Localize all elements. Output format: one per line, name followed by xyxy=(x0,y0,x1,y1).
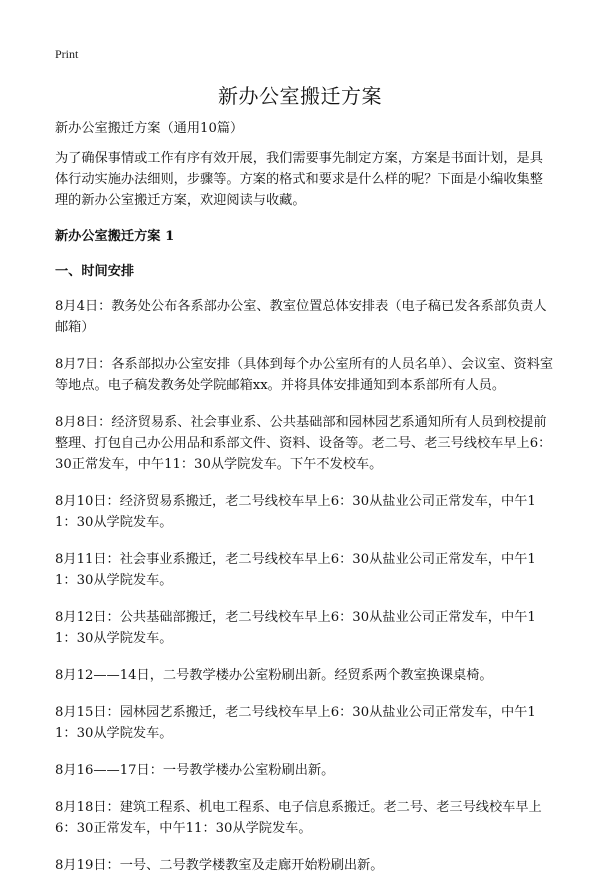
schedule-item: 8月11日：社会事业系搬迁，老二号线校车早上6：30从盐业公司正常发车，中午11：30从学院发车。 xyxy=(55,552,536,588)
schedule-item: 8月19日：一号、二号教学楼教室及走廊开始粉刷出新。 xyxy=(55,858,384,873)
schedule-item: 8月7日：各系部拟办公室安排（具体到每个办公室所有的人员名单）、会议室、资料室等地点。电子稿发教务处学院邮箱xx。并将具体安排通知到本系部所有人员。 xyxy=(55,357,554,393)
schedule-item: 8月18日：建筑工程系、机电工程系、电子信息系搬迁。老二号、老三号线校车早上6：30正常发车，中午11：30从学院发车。 xyxy=(55,800,542,836)
schedule-item: 8月15日：园林园艺系搬迁，老二号线校车早上6：30从盐业公司正常发车，中午11：30从学院发车。 xyxy=(55,705,536,741)
page-title: 新办公室搬迁方案 xyxy=(218,84,382,108)
schedule-item: 8月8日：经济贸易系、社会事业系、公共基础部和园林园艺系通知所有人员到校提前整理、打包自己办公用品和系部文件、资料、设备等。老二号、老三号线校车早上6：30正常发车，中午11：30从学院发车。下午不发校车。 xyxy=(55,415,552,472)
schedule-item: 8月12——14日，二号教学楼办公室粉刷出新。经贸系两个教室换课桌椅。 xyxy=(55,668,493,683)
section-heading: 一、时间安排 xyxy=(55,264,135,279)
schedule-item: 8月16——17日：一号教学楼办公室粉刷出新。 xyxy=(55,763,335,778)
schedule-item: 8月12日：公共基础部搬迁，老二号线校车早上6：30从盐业公司正常发车，中午11：30从学院发车。 xyxy=(55,610,536,646)
document-subtitle: 新办公室搬迁方案（通用10篇） xyxy=(55,121,244,136)
intro-paragraph: 为了确保事情或工作有序有效开展，我们需要事先制定方案，方案是书面计划，是具体行动实施办法细则，步骤等。方案的格式和要求是什么样的呢？下面是小编收集整理的新办公室搬迁方案，欢迎阅读与收藏。 xyxy=(55,151,543,208)
print-link[interactable]: Print xyxy=(55,47,79,61)
section-title: 新办公室搬迁方案 1 xyxy=(55,229,175,244)
document-body xyxy=(55,118,555,892)
schedule-item: 8月10日：经济贸易系搬迁，老二号线校车早上6：30从盐业公司正常发车，中午11：30从学院发车。 xyxy=(55,494,536,530)
schedule-item: 8月4日：教务处公布各系部办公室、教室位置总体安排表（电子稿已发各系部负责人邮箱） xyxy=(55,299,547,335)
